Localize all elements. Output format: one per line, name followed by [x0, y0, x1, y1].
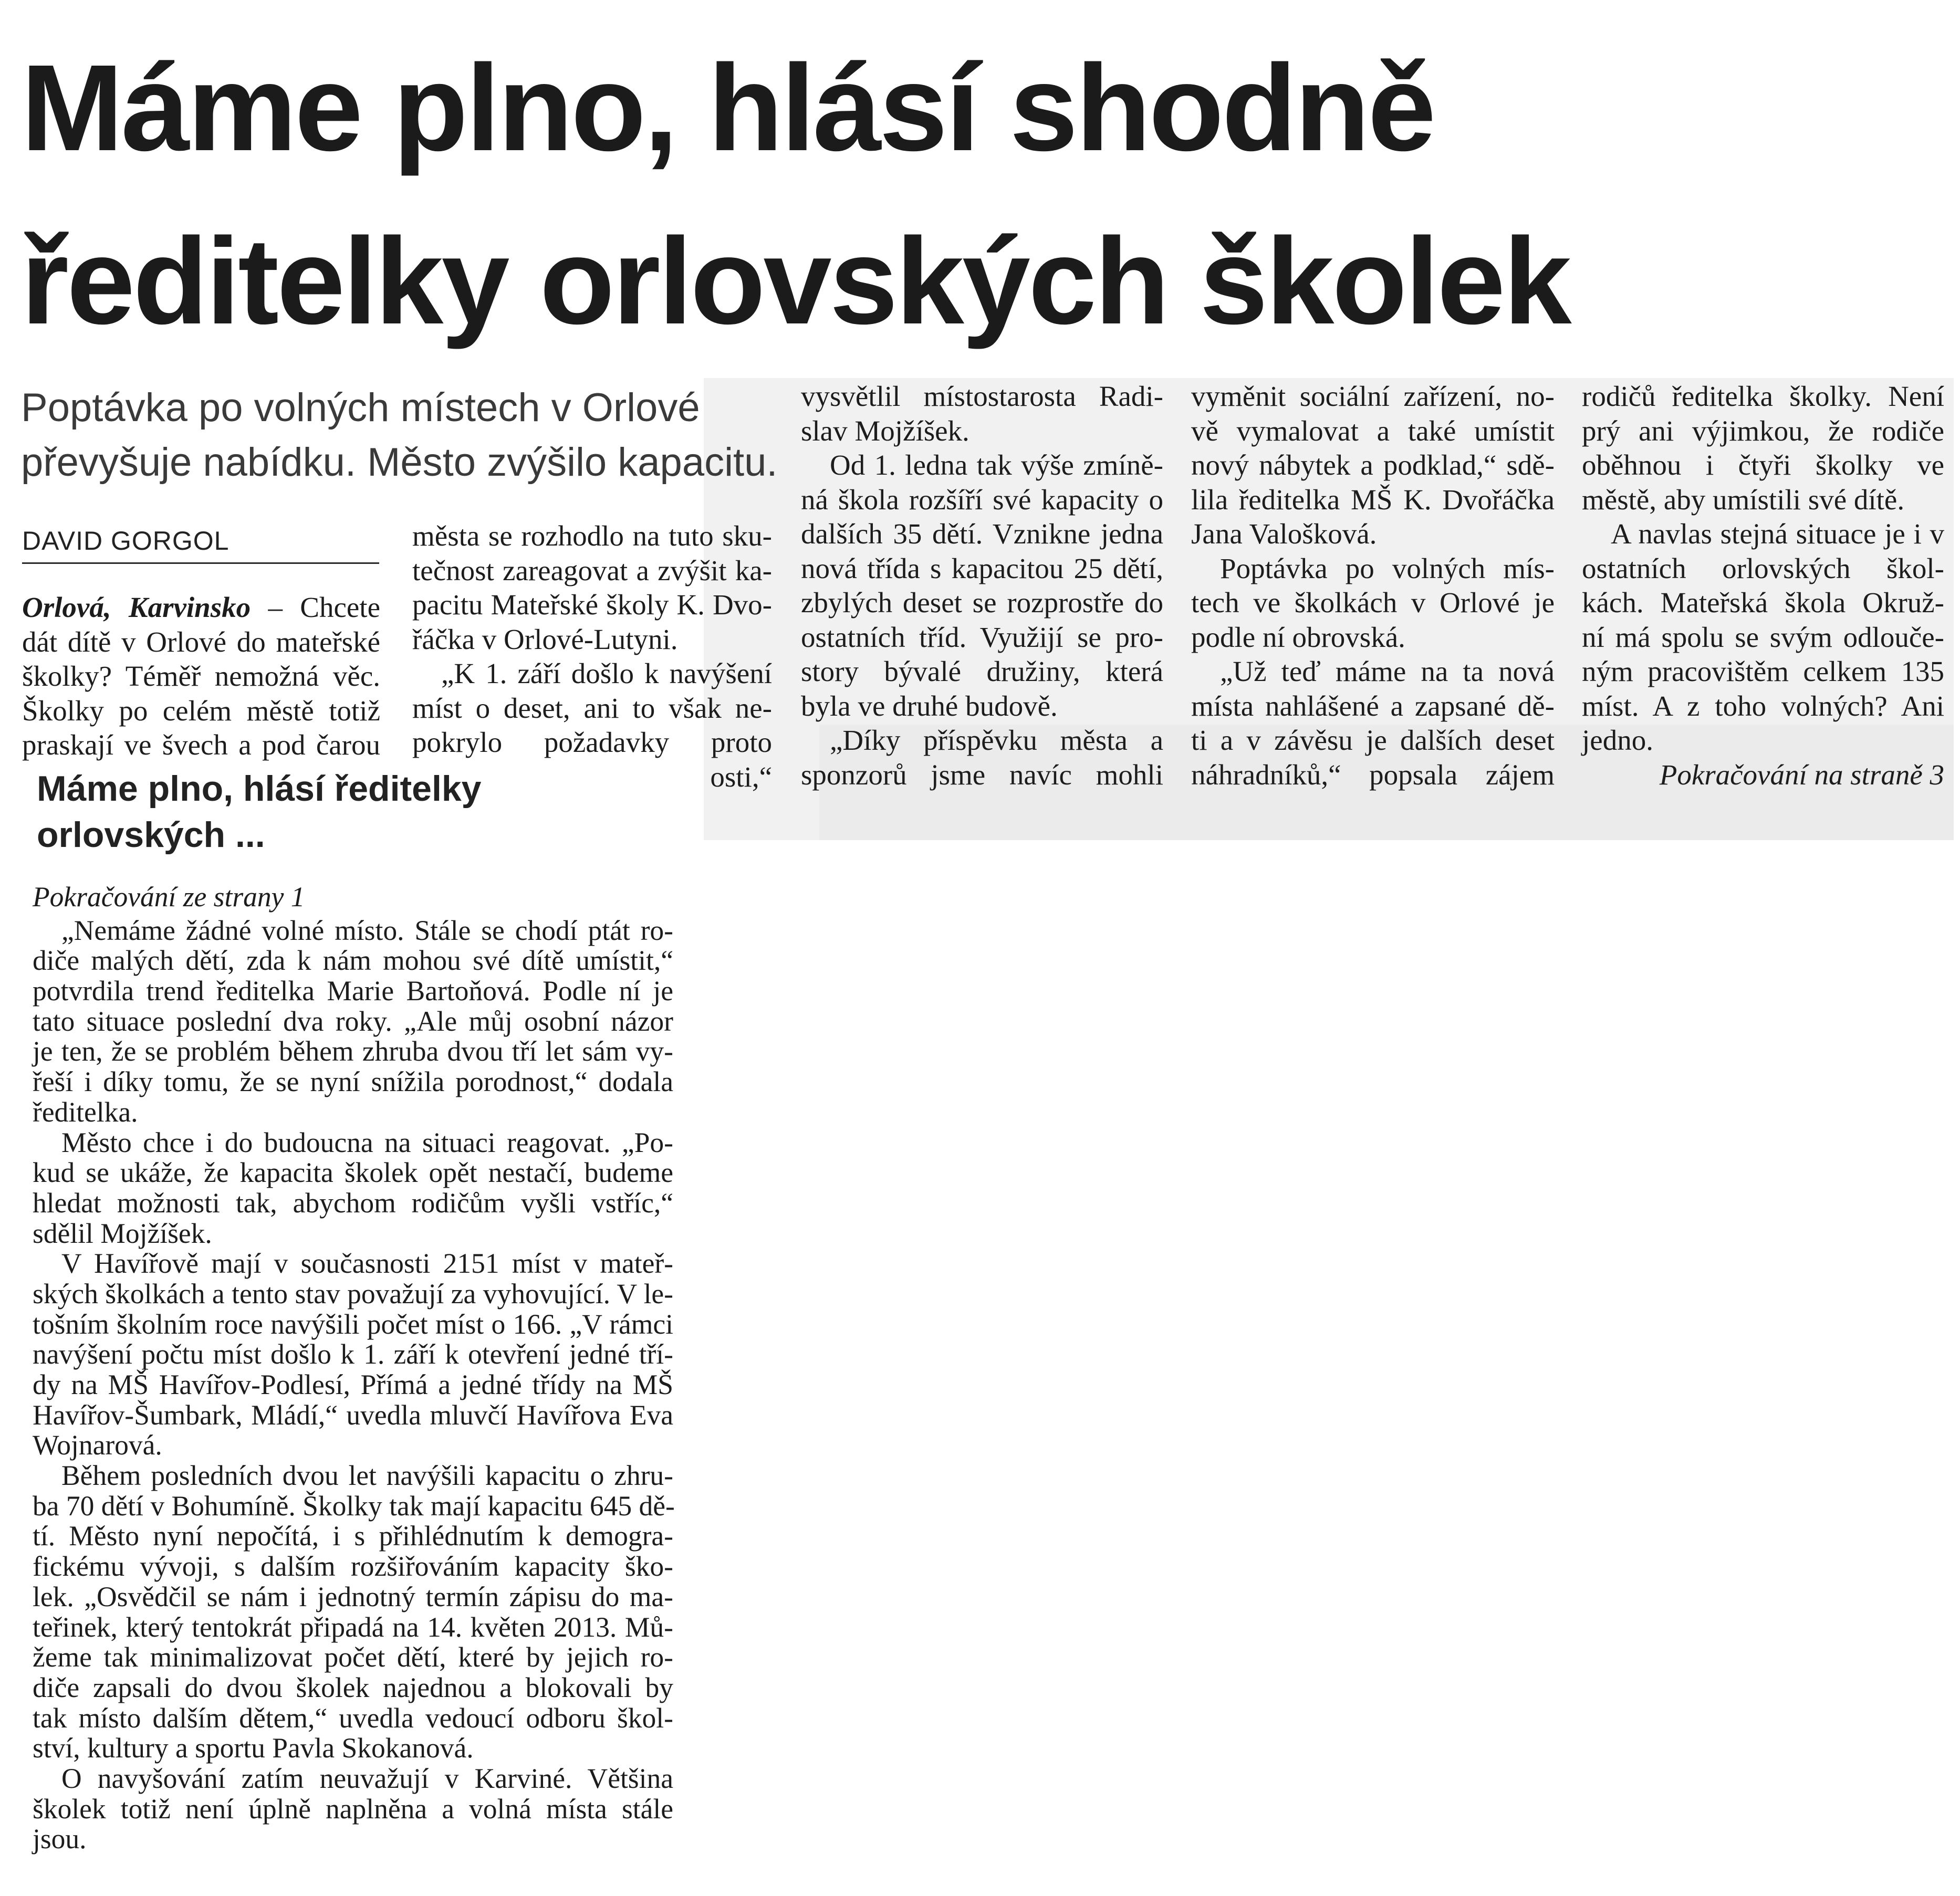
lead-line: převyšuje nabídku. Město zvýšilo kapacitu.	[21, 440, 778, 485]
text-line: Školky po celém městě totiž	[22, 694, 380, 727]
text-line: tato situace poslední dva roky. „Ale můj osobní názor	[33, 1005, 673, 1037]
text-line: Poptávka po volných mís-	[1220, 552, 1555, 584]
text-line: je ten, že se problém během zhruba dvou tří let sám vy-	[33, 1035, 673, 1067]
text-line: vysvětlil místostarosta Radi-	[801, 380, 1163, 412]
text-line: tí. Město nyní nepočítá, i s přihlédnutím k demogra-	[33, 1520, 673, 1552]
text-line: ství, kultury a sportu Pavla Skokanová.	[33, 1732, 474, 1764]
text-column-2	[412, 519, 772, 793]
text-column-4	[1191, 379, 1555, 792]
text-line: oběhnou i čtyři školky ve	[1582, 449, 1944, 481]
text-line: story bývalé družiny, která	[801, 655, 1163, 687]
text-line: vě vymalovat a také umístit	[1191, 414, 1555, 447]
continued-from-label: Pokračování ze strany 1	[33, 881, 305, 913]
text-line: sdělil Mojžíšek.	[33, 1217, 212, 1249]
text-column-5	[1582, 379, 1944, 792]
text-line: prý ani výjimkou, že rodiče	[1582, 414, 1944, 447]
text-line: pokrylo požadavky proto	[412, 726, 772, 758]
text-line: tak místo dalším dětem,“ uvedla vedoucí odboru škol-	[33, 1702, 673, 1734]
text-line: dalších 35 dětí. Vznikne jedna	[801, 518, 1163, 550]
dateline: Orlová, Karvinsko	[22, 591, 251, 623]
headline-line: Máme plno, hlásí shodně	[21, 39, 1434, 176]
text-line: řáčka v Orlové-Lutyni.	[412, 623, 678, 655]
text-column-3	[801, 379, 1163, 792]
text-line: lek. „Osvědčil se nám i jednotný termín zápisu do ma-	[33, 1580, 673, 1612]
text-line: rodičů ředitelka školky. Není	[1582, 380, 1944, 412]
text-line: ostatních tříd. Využijí se pro-	[801, 621, 1163, 653]
text-line: osti,“	[710, 760, 772, 793]
text-line: V Havířově mají v současnosti 2151 míst v mateř-	[61, 1248, 673, 1280]
text-line: diče malých dětí, zda k nám mohou své dítě umístit,“	[33, 945, 673, 977]
text-line: hledat možnosti tak, abychom rodičům vyšli vstříc,“	[33, 1187, 673, 1219]
text-line: tech ve školkách v Orlové je	[1191, 586, 1555, 619]
text-line: Orlová, Karvinsko – Chcete	[22, 591, 380, 623]
text-line: místa nahlášené a zapsané dě-	[1191, 689, 1555, 722]
text-line: podle ní obrovská.	[1191, 621, 1405, 653]
text-line: Od 1. ledna tak výše zmíně-	[830, 449, 1163, 481]
text-line: města se rozhodlo na tuto sku-	[412, 520, 772, 552]
text-line: Havířov-Šumbark, Mládí,“ uvedla mluvčí Havířova Eva	[33, 1399, 673, 1431]
text-line: ná škola rozšíří své kapacity o	[801, 483, 1163, 516]
text-line: sponzorů jsme navíc mohli	[801, 758, 1163, 791]
text-line: potvrdila trend ředitelka Marie Bartoňová. Podle ní je	[33, 975, 673, 1007]
text-line: školky? Téměř nemožná věc.	[22, 660, 380, 692]
continuation-headline-line: Máme plno, hlásí ředitelky	[37, 769, 482, 809]
text-line: O navyšování zatím neuvažují v Karviné. Většina	[61, 1762, 673, 1794]
text-line: ba 70 dětí v Bohumíně. Školky tak mají kapacitu 645 dě-	[33, 1490, 675, 1522]
text-line: dát dítě v Orlové do mateřské	[22, 625, 380, 658]
continuation-body	[33, 882, 673, 1855]
text-line: slav Mojžíšek.	[801, 414, 969, 447]
author-byline: DAVID GORGOL	[22, 522, 379, 564]
text-line: jedno.	[1582, 724, 1653, 756]
text-line: jsou.	[33, 1823, 87, 1855]
headline-line: ředitelky orlovských školek	[21, 212, 1570, 350]
text-line: míst o deset, ani to však ne-	[412, 692, 772, 724]
text-line: vyměnit sociální zařízení, no-	[1191, 380, 1555, 412]
text-line: teřinek, který tentokrát připadá na 14. květen 2013. Mů-	[33, 1611, 673, 1643]
continued-on-link: Pokračování na straně 3	[1659, 758, 1944, 791]
text-line: praskají ve švech a pod čarou	[22, 729, 380, 761]
text-line: nový nábytek a podklad,“ sdě-	[1191, 449, 1555, 481]
continuation-headline	[37, 766, 667, 858]
article-lead	[21, 381, 793, 490]
text-line: „Už teď máme na ta nová	[1220, 655, 1555, 687]
text-line: byla ve druhé budově.	[801, 689, 1058, 722]
text-line: „Nemáme žádné volné místo. Stále se chodí ptát ro-	[61, 914, 673, 946]
text-line: ným pracovištěm celkem 135	[1582, 655, 1944, 687]
article-headline	[21, 21, 1744, 368]
text-line: míst. A z toho volných? Ani	[1582, 689, 1944, 722]
text-line: pacitu Mateřské školy K. Dvo-	[412, 589, 772, 621]
text-line: lila ředitelka MŠ K. Dvořáčka	[1191, 483, 1555, 516]
text-line: nová třída s kapacitou 25 dětí,	[801, 552, 1163, 584]
text-line: ostatních orlovských škol-	[1582, 552, 1944, 584]
text-line: kách. Mateřská škola Okruž-	[1582, 586, 1944, 619]
lead-line: Poptávka po volných místech v Orlové	[21, 385, 700, 430]
text-line: řeší i díky tomu, že se nyní snížila porodnost,“ dodala	[33, 1066, 673, 1098]
continuation-headline-line: orlovských ...	[37, 815, 265, 855]
text-line: fickému vývoji, s dalším rozšiřováním kapacity ško-	[33, 1551, 673, 1583]
text-line: školek totiž není úplně naplněna a volná místa stále	[33, 1793, 673, 1825]
text-line: městě, aby umístili své dítě.	[1582, 483, 1905, 516]
text-column-1	[22, 590, 380, 761]
text-line: Během posledních dvou let navýšili kapacitu o zhru-	[61, 1460, 673, 1492]
text-line: navýšení počtu míst došlo k 1. září k otevření jedné tří-	[33, 1338, 673, 1370]
text-line: tošním školním roce navýšili počet míst o 166. „V rámci	[33, 1308, 673, 1340]
text-line: zbylých deset se rozprostře do	[801, 586, 1163, 619]
text-line: žeme tak minimalizovat počet dětí, které by jejich ro-	[33, 1641, 673, 1673]
text-line: ti a v závěsu je dalších deset	[1191, 724, 1555, 756]
text-line: Město chce i do budoucna na situaci reagovat. „Po-	[61, 1126, 673, 1158]
text-line: Jana Valošková.	[1191, 518, 1377, 550]
text-line: ských školkách a tento stav považují za vyhovující. V le-	[33, 1277, 673, 1310]
text-line: A navlas stejná situace je i v	[1611, 518, 1944, 550]
text-line: ní má spolu se svým odlouče-	[1582, 621, 1944, 653]
text-line: dy na MŠ Havířov-Podlesí, Přímá a jedné třídy na MŠ	[33, 1369, 673, 1400]
text-line: diče zapsali do dvou školek najednou a blokovali by	[33, 1671, 673, 1703]
text-line: tečnost zareagovat a zvýšit ka-	[412, 554, 772, 586]
text-line: Wojnarová.	[33, 1429, 162, 1461]
text-line: kud se ukáže, že kapacita školek opět nestačí, budeme	[33, 1157, 673, 1189]
text-line: náhradníků,“ popsala zájem	[1191, 758, 1555, 791]
text-line: „Díky příspěvku města a	[830, 724, 1163, 756]
text-line: „K 1. září došlo k navýšení	[441, 657, 772, 689]
text-line: ředitelka.	[33, 1096, 138, 1128]
